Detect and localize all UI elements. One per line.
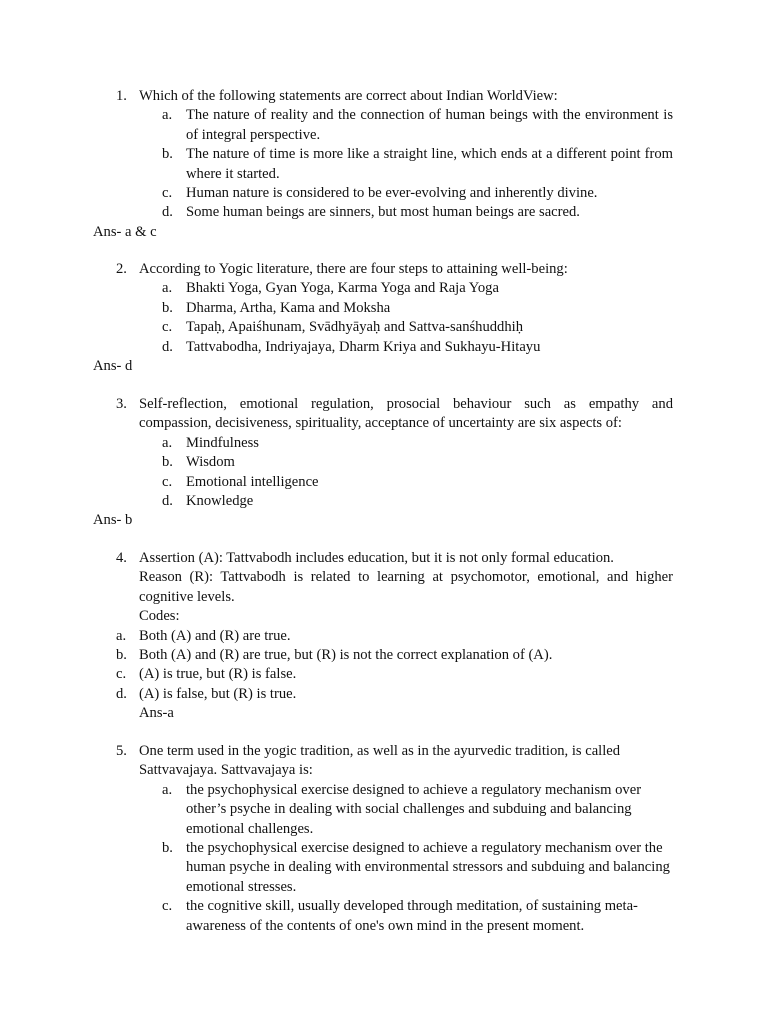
question-5 <box>0 742 768 936</box>
option-a <box>0 434 768 453</box>
option-b <box>0 299 768 318</box>
option-b <box>0 145 768 184</box>
question-4-assertion <box>0 549 768 568</box>
option-b <box>0 839 768 897</box>
option-letter: c. <box>162 473 173 490</box>
option-text: Both (A) and (R) are true. <box>139 627 291 644</box>
question-number: 1. <box>116 88 127 104</box>
option-text: Some human beings are sinners, but most human beings are sacred. <box>186 204 580 221</box>
option-text: Knowledge <box>186 493 254 510</box>
option-text: (A) is false, but (R) is true. <box>139 685 297 702</box>
option-text: The nature of time is more like a straight line, which ends at a different point from where it started. <box>186 146 673 182</box>
question-5-stem <box>0 742 768 781</box>
option-letter: a. <box>162 107 173 124</box>
option-letter: d. <box>162 204 173 221</box>
option-a <box>0 781 768 839</box>
option-text: the psychophysical exercise designed to achieve a regulatory mechanism over the human psyche in dealing with environmental stressors and subduing and balancing emotional stresses. <box>186 840 670 895</box>
option-b <box>0 453 768 472</box>
question-4 <box>0 549 768 724</box>
option-letter: c. <box>162 185 173 202</box>
question-number: 2. <box>116 261 127 277</box>
option-letter: c. <box>162 319 173 336</box>
option-a <box>0 279 768 298</box>
question-text: According to Yogic literature, there are four steps to attaining well-being: <box>139 261 568 277</box>
option-letter: b. <box>116 647 127 664</box>
option-letter: d. <box>162 338 173 355</box>
option-text: Tapaḥ, Apaiśhunam, Svādhyāyaḥ and Sattva-sanśhuddhiḥ <box>186 319 524 336</box>
option-c <box>0 665 768 684</box>
answer: Ans- a & c <box>93 223 157 240</box>
option-text: Emotional intelligence <box>186 473 319 490</box>
option-d <box>0 492 768 511</box>
option-letter: a. <box>162 280 173 297</box>
option-d <box>0 338 768 357</box>
question-text: One term used in the yogic tradition, as well as in the ayurvedic tradition, is called Sattvavajaya. Sattvavajaya is: <box>139 743 621 779</box>
option-c <box>0 897 768 936</box>
answer: Ans-a <box>139 705 174 722</box>
question-number: 4. <box>116 550 127 566</box>
question-text: Which of the following statements are correct about Indian WorldView: <box>139 88 558 104</box>
question-3-stem <box>0 395 768 434</box>
option-letter: a. <box>162 781 173 798</box>
option-text: Wisdom <box>186 454 235 471</box>
question-number: 3. <box>116 396 127 412</box>
option-letter: d. <box>162 493 173 510</box>
option-text: Bhakti Yoga, Gyan Yoga, Karma Yoga and Raja Yoga <box>186 280 499 297</box>
option-text: Human nature is considered to be ever-evolving and inherently divine. <box>186 185 598 202</box>
reason-text: Reason (R): Tattvabodh is related to learning at psychomotor, emotional, and higher cognitive levels. <box>139 569 673 605</box>
option-text: Both (A) and (R) are true, but (R) is not the correct explanation of (A). <box>139 647 553 664</box>
option-c <box>0 318 768 337</box>
question-1-stem <box>0 87 768 106</box>
answer: Ans- d <box>93 358 133 375</box>
option-letter: b. <box>162 840 173 857</box>
option-letter: d. <box>116 685 127 702</box>
option-text: The nature of reality and the connection of human beings with the environment is of integral perspective. <box>186 107 673 143</box>
option-letter: b. <box>162 146 173 163</box>
assertion-text: Assertion (A): Tattvabodh includes education, but it is not only formal education. <box>139 550 614 566</box>
codes-label: Codes: <box>139 608 180 625</box>
option-a <box>0 106 768 145</box>
option-letter: c. <box>162 898 173 915</box>
question-text: Self-reflection, emotional regulation, prosocial behaviour such as empathy and compassion, decisiveness, spirituality, acceptance of uncertainty are six aspects of: <box>139 396 673 432</box>
option-text: Dharma, Artha, Kama and Moksha <box>186 299 391 316</box>
option-letter: a. <box>116 627 127 644</box>
option-letter: a. <box>162 434 173 451</box>
option-a <box>0 627 768 646</box>
answer: Ans- b <box>93 512 133 529</box>
option-text: Tattvabodha, Indriyajaya, Dharm Kriya and Sukhayu-Hitayu <box>186 338 541 355</box>
option-d <box>0 203 768 222</box>
question-2 <box>0 260 768 376</box>
question-3 <box>0 395 768 531</box>
option-c <box>0 473 768 492</box>
option-letter: b. <box>162 299 173 316</box>
option-b <box>0 646 768 665</box>
question-number: 5. <box>116 743 127 759</box>
option-text: (A) is true, but (R) is false. <box>139 666 297 683</box>
option-letter: b. <box>162 454 173 471</box>
option-text: Mindfulness <box>186 434 259 451</box>
option-letter: c. <box>116 666 127 683</box>
option-text: the cognitive skill, usually developed through meditation, of sustaining meta-awareness of the contents of one's own mind in the present moment. <box>186 898 638 934</box>
option-c <box>0 184 768 203</box>
question-1 <box>0 87 768 242</box>
option-text: the psychophysical exercise designed to achieve a regulatory mechanism over other’s psyche in dealing with social challenges and subduing and balancing emotional challenges. <box>186 781 642 837</box>
question-2-stem <box>0 260 768 279</box>
option-d <box>0 685 768 704</box>
